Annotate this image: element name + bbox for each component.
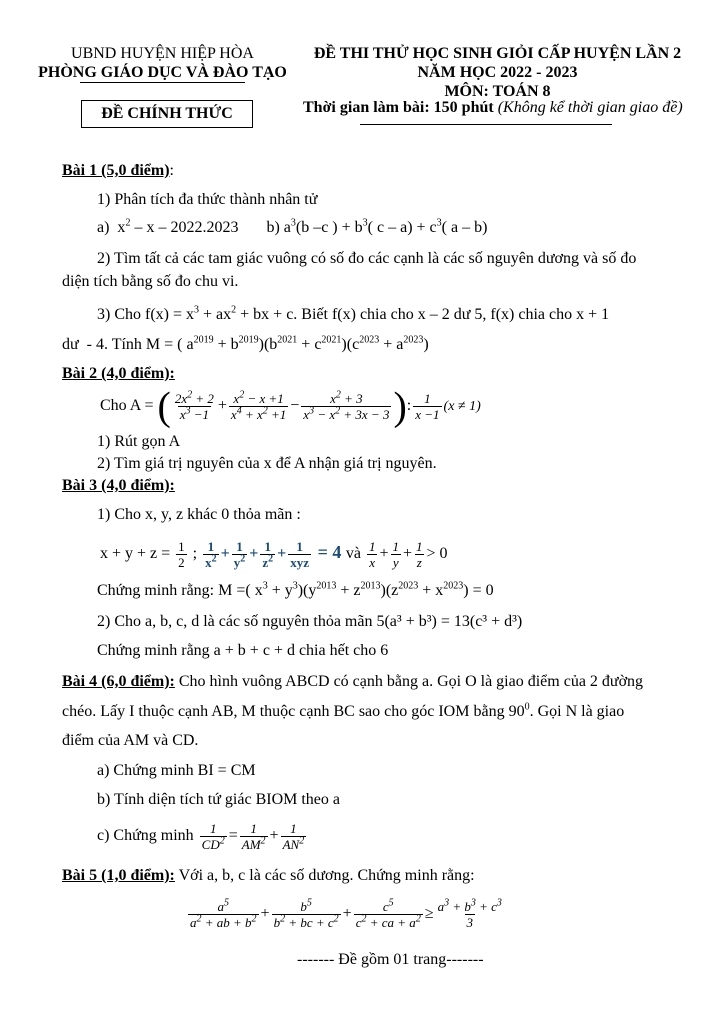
bai2-q2: 2) Tìm giá trị nguyên của x để A nhận giá trị nguyên. xyxy=(97,455,437,472)
right-line2: NĂM HỌC 2022 - 2023 xyxy=(417,64,578,81)
bai3-title: Bài 3 (4,0 điểm): xyxy=(62,477,175,494)
footer: ------- Đề gồm 01 trang------- xyxy=(297,951,484,968)
official-box: ĐỀ CHÍNH THỨC xyxy=(81,100,253,128)
time-note: (Không kể thời gian giao đề) xyxy=(497,99,683,116)
bai2-q1: 1) Rút gọn A xyxy=(97,433,181,450)
right-underline xyxy=(360,124,612,125)
bai5-formula: $\frac{a^5}{a^2 + ab + b^2}$ + $\frac{b^5}{b^2 + bc + c^2}$ + $\frac{c^5}{c^2 + ca + a^2}$ ≥ $\frac{a^3 + b^3 + c^3}{3}$ xyxy=(190,897,502,930)
left-line2: PHÒNG GIÁO DỤC VÀ ĐÀO TẠO xyxy=(38,64,287,81)
bai4-line3: điểm của AM và CD. xyxy=(62,732,199,749)
right-line3: MÔN: TOÁN 8 xyxy=(444,83,551,100)
bai2-intro: Cho A = xyxy=(100,397,154,414)
left-underline xyxy=(80,82,245,83)
bai3-q1-prove: Chứng minh rằng: M =( $x^3 + y^3)(y^{2013} + z^{2013})(z^{2023} + x^{2023}) = 0$ xyxy=(97,580,494,599)
right-line1: ĐỀ THI THỬ HỌC SINH GIỎI CẤP HUYỆN LẦN 2 xyxy=(313,45,682,62)
bai2-title: Bài 2 (4,0 điểm): xyxy=(62,365,175,382)
bai4-qa: a) Chứng minh BI = CM xyxy=(97,762,256,779)
bai3-and: và xyxy=(345,545,361,562)
bai5-line: Bài 5 (1,0 điểm): Với a, b, c là các số dương. Chứng minh rằng: xyxy=(62,867,475,884)
header-right xyxy=(300,44,695,101)
bai3-formula: x + y + z = $\frac{1}{2}$ ; $\frac{1}{x^2}$ + $\frac{1}{y^2}$ + $\frac{1}{z^2}$ + $\frac{1}{\text{xyz}}$ = 4 và $\frac{1}{x}$ + $\frac{1}{y}$ + $\frac{1}{z}$ > 0 xyxy=(100,538,448,570)
time-line xyxy=(303,98,683,118)
bai3-q2: 2) Cho a, b, c, d là các số nguyên thỏa mãn 5(a³ + b³) = 13(c³ + d³) xyxy=(97,613,523,630)
bai4-qc: c) Chứng minh $\frac{1}{CD^2}$ = $\frac{1}{AM^2}$ + $\frac{1}{AN^2}$ xyxy=(97,820,305,852)
left-line1: UBND HUYỆN HIỆP HÒA xyxy=(71,45,254,62)
bai2-formula: Cho A = ( $\frac{2x^2 + 2}{x^3 -1}$ + $\frac{x^2 - x +1}{x^4 + x^2 +1}$ − $\frac{x^2 + 3}{x^3 - x^2 + 3x - 3}$ ): $\frac{1}{x -1}$ (x ≠ 1) xyxy=(100,383,481,429)
bai1-q2-line2: diện tích bằng số đo chu vi. xyxy=(62,273,239,290)
bai4-line1: Bài 4 (6,0 điểm): Cho hình vuông ABCD có cạnh bằng a. Gọi O là giao điểm của 2 đường xyxy=(62,673,644,690)
bai1-q2-line1: 2) Tìm tất cả các tam giác vuông có số đo các cạnh là các số nguyên dương và số đo xyxy=(97,250,637,267)
bai1-title: Bài 1 (5,0 điểm): xyxy=(62,162,174,179)
bai4-line2: chéo. Lấy I thuộc cạnh AB, M thuộc cạnh BC sao cho góc IOM bằng $90^0$. Gọi N là giao xyxy=(62,701,625,720)
bai4-qb: b) Tính diện tích tứ giác BIOM theo a xyxy=(97,791,340,808)
bai3-q1: 1) Cho x, y, z khác 0 thỏa mãn : xyxy=(97,506,301,523)
time-label: Thời gian làm bài: 150 phút xyxy=(303,99,494,116)
bai1-q3-line2: dư - 4. Tính M = ( $a^{2019} + b^{2019})(b^{2021} + c^{2021})(c^{2023} + a^{2023})$ xyxy=(62,334,429,353)
header-left xyxy=(30,44,295,82)
bai3-q2-prove: Chứng minh rằng a + b + c + d chia hết cho 6 xyxy=(97,642,389,659)
bai1-q3-line1: 3) Cho $f(x) = x^3 + ax^2$ + bx + c. Biết f(x) chia cho x – 2 dư 5, f(x) chia cho x + 1 xyxy=(97,304,610,323)
bai1-q1-parts: a) $x^2$ – x – 2022.2023 b) $a^3(b$ –c ) + $b^3$( $c - a) + c^3$( a – b) xyxy=(97,217,488,236)
bai1-q1: 1) Phân tích đa thức thành nhân tử xyxy=(97,191,318,208)
